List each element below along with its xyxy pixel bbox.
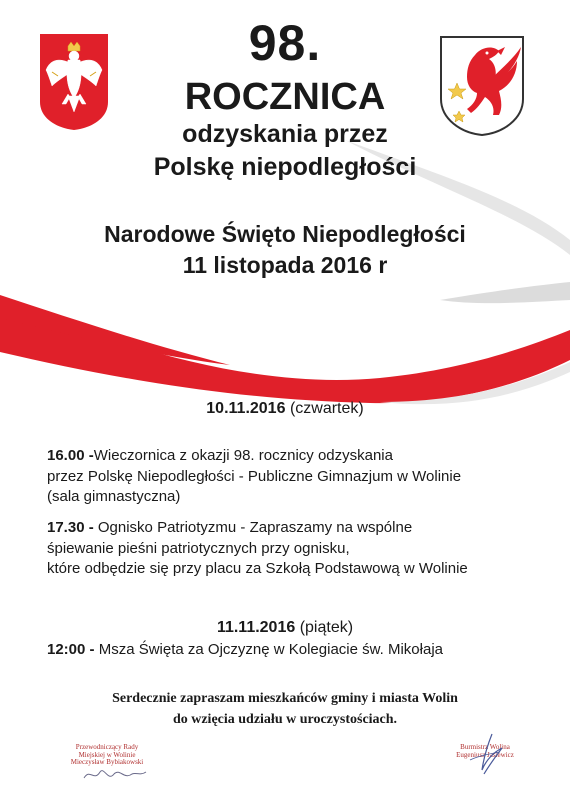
occasion-name: Narodowe Święto Niepodległości (104, 221, 466, 247)
event-line: przez Polskę Niepodległości - Publiczne Gimnazjum w Wolinie (47, 467, 462, 485)
event-line: które odbędzie się przy placu za Szkołą Podstawową w Wolinie (47, 560, 468, 577)
day2-event-1 (47, 640, 567, 661)
event-time: 16.00 - (47, 447, 94, 464)
event-line: Wieczornica z okazji 98. rocznicy odzyskania (93, 447, 393, 464)
subtitle-line-1: odzyskania przez (182, 120, 388, 148)
closing-line-1: Serdecznie zapraszam mieszkańców gminy i miasta Wolin (112, 691, 458, 706)
day1-date: 10.11.2016 (206, 400, 286, 417)
event-time: 12:00 - (47, 641, 95, 658)
subtitle-line-2: Polskę niepodległości (153, 153, 417, 181)
day1-event-2 (47, 518, 567, 580)
anniversary-title: ROCZNICA (184, 76, 386, 118)
day2-date-heading (0, 620, 570, 636)
handwritten-signature-left (80, 764, 150, 786)
event-time: 17.30 - (47, 519, 94, 536)
anniversary-number: 98. (248, 15, 322, 71)
handwritten-signature-right (462, 730, 512, 780)
signature-name: Mieczysław Bybiakowski (70, 758, 144, 766)
signature-name: Eugeniusz Jasiewicz (456, 750, 514, 759)
day2-date: 11.11.2016 (216, 619, 296, 636)
day1-event-1 (47, 446, 567, 508)
event-line: (sala gimnastyczna) (47, 488, 181, 505)
day1-date-heading (0, 401, 570, 417)
closing-line-2: do wzięcia udziału w uroczystościach. (172, 712, 398, 727)
signature-title: Miejskiej w Wolinie (78, 750, 136, 759)
signature-title: Przewodniczący Rady (75, 743, 139, 751)
event-line: Msza Święta za Ojczyznę w Kolegiacie św. Mikołaja (94, 641, 443, 658)
day2-weekday: (piątek) (299, 619, 354, 636)
day1-weekday: (czwartek) (289, 400, 364, 417)
occasion-date: 11 listopada 2016 r (182, 252, 388, 278)
event-line: Ognisko Patriotyzmu - Zapraszamy na wspólne (93, 519, 413, 536)
event-line: śpiewanie pieśni patriotycznych przy ognisku, (47, 539, 350, 557)
signature-title: Burmistrz Wolina (460, 743, 510, 751)
